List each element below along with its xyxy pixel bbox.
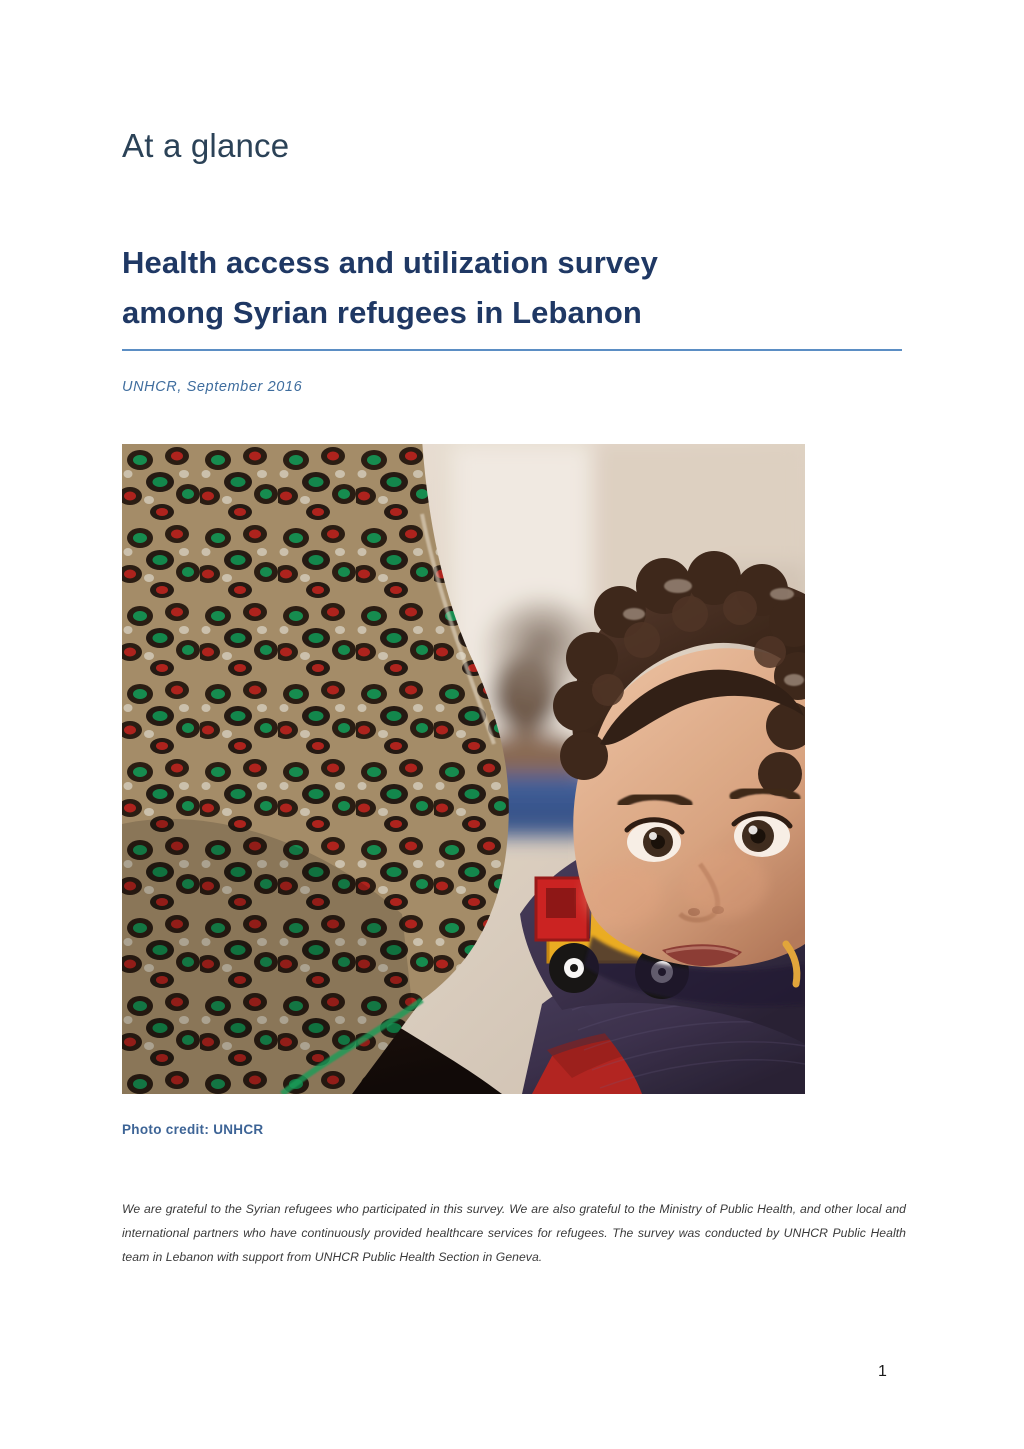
cover-photo — [122, 444, 805, 1094]
title-divider — [122, 349, 902, 351]
acknowledgement-text: We are grateful to the Syrian refugees who participated in this survey. We are also grateful to the Ministry of Public Health, and other local and international partners who have continuously provided healthcare services for refugees. The survey was conducted by UNHCR Public Health team in Lebanon with support from UNHCR Public Health Section in Geneva. — [122, 1202, 906, 1264]
page-title-line-2: among Syrian refugees in Lebanon — [122, 295, 642, 331]
photo-credit: Photo credit: UNHCR — [122, 1122, 264, 1137]
page-number: 1 — [878, 1363, 887, 1380]
cover-photo-canvas — [122, 444, 805, 1094]
page-title-line-1: Health access and utilization survey — [122, 245, 658, 280]
byline: UNHCR, September 2016 — [122, 379, 303, 395]
page-kicker: At a glance — [122, 127, 290, 164]
page-title — [122, 238, 912, 338]
